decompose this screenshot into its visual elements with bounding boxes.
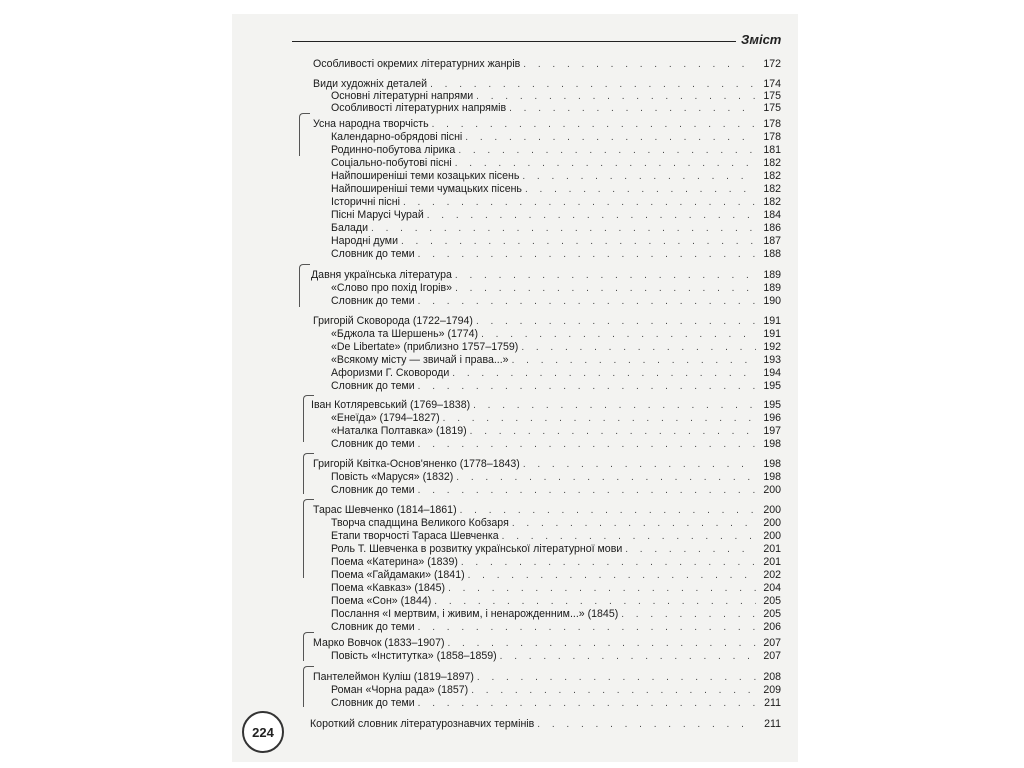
dot-leader [418, 380, 756, 394]
toc-entry-title: Календарно-обрядові пісні [331, 131, 463, 143]
toc-entry-page: 200 [763, 484, 781, 496]
toc-entry [313, 117, 781, 131]
toc-entry-title: Пісні Марусі Чурай [331, 209, 424, 221]
toc-entry-title: Балади [331, 222, 369, 234]
toc-entry [331, 696, 781, 710]
toc-entry-page: 178 [763, 131, 781, 143]
dot-leader [509, 102, 756, 116]
toc-entry-page: 194 [763, 367, 781, 379]
toc-entry [331, 470, 781, 484]
toc-entry-title: Тарас Шевченко (1814–1861) [313, 504, 457, 516]
dot-leader [418, 621, 756, 635]
header-title: Зміст [741, 32, 782, 47]
toc-entry-title: Словник до теми [331, 380, 415, 392]
toc-entry [311, 398, 781, 412]
toc-entry-page: 206 [763, 621, 781, 633]
toc-entry [331, 379, 781, 393]
toc-entry-title: Повість «Маруся» (1832) [331, 471, 454, 483]
toc-entry-title: Афоризми Г. Сковороди [331, 367, 450, 379]
toc-entry-page: 172 [763, 58, 781, 70]
toc-entry-page: 208 [763, 671, 781, 683]
toc-entry [331, 411, 781, 425]
toc-entry-title: Поема «Сон» (1844) [331, 595, 432, 607]
toc-entry-title: «De Libertate» (приблизно 1757–1759) [331, 341, 519, 353]
toc-entry [331, 182, 781, 196]
dot-leader [418, 248, 756, 262]
toc-entry-title: Основні літературні напрями [331, 90, 474, 102]
toc-entry [331, 607, 781, 621]
toc-entry-page: 196 [763, 412, 781, 424]
toc-entry-title: Соціально-побутові пісні [331, 157, 452, 169]
dot-leader [418, 438, 756, 452]
toc-entry-page: 204 [763, 582, 781, 594]
toc-entry-page: 207 [763, 637, 781, 649]
toc-entry-title: Творча спадщина Великого Кобзаря [331, 517, 509, 529]
toc-entry-title: Роль Т. Шевченка в розвитку української літературної мови [331, 543, 623, 555]
dot-leader [500, 650, 756, 664]
toc-entry-title: Словник до теми [331, 438, 415, 450]
toc-entry-title: Словник до теми [331, 295, 415, 307]
toc-entry [331, 581, 781, 595]
toc-entry-page: 189 [763, 282, 781, 294]
toc-entry-title: «Всякому місту — звичай і права...» [331, 354, 509, 366]
toc-entry [331, 437, 781, 451]
toc-entry-page: 202 [763, 569, 781, 581]
toc-entry-title: «Бджола та Шершень» (1774) [331, 328, 479, 340]
section-bracket [299, 113, 310, 156]
toc-entry-title: Словник до теми [331, 484, 415, 496]
toc-entry-page: 195 [763, 380, 781, 392]
toc-entry-title: Особливості окремих літературних жанрів [313, 58, 521, 70]
toc-entry-page: 193 [763, 354, 781, 366]
toc-entry [331, 683, 781, 697]
toc-entry-title: Повість «Інститутка» (1858–1859) [331, 650, 497, 662]
toc-entry-title: Поема «Катерина» (1839) [331, 556, 458, 568]
toc-entry-title: Словник до теми [331, 621, 415, 633]
toc-entry [331, 169, 781, 183]
toc-entry-title: Види художніх деталей [313, 78, 428, 90]
toc-entry-page: 182 [763, 170, 781, 182]
toc-entry-page: 207 [763, 650, 781, 662]
toc-entry [331, 340, 781, 354]
toc-entry-title: Народні думи [331, 235, 398, 247]
toc-entry-title: Іван Котляревський (1769–1838) [311, 399, 471, 411]
toc-entry-title: Марко Вовчок (1833–1907) [313, 637, 445, 649]
toc-entry [331, 568, 781, 582]
toc-entry-title: Етапи творчості Тараса Шевченка [331, 530, 499, 542]
toc-entry-page: 182 [763, 157, 781, 169]
toc-entry-page: 174 [763, 78, 781, 90]
toc-entry [311, 268, 781, 282]
toc-entry-title: Григорій Сковорода (1722–1794) [313, 315, 473, 327]
toc-entry-page: 200 [763, 504, 781, 516]
toc-entry [331, 483, 781, 497]
toc-entry [331, 101, 781, 115]
toc-entry-page: 198 [763, 471, 781, 483]
toc-entry [331, 424, 781, 438]
dot-leader [418, 295, 756, 309]
toc-entry-page: 211 [764, 697, 781, 709]
toc-entry [331, 366, 781, 380]
toc-entry [313, 503, 781, 517]
dot-leader [418, 697, 756, 711]
toc-entry [313, 457, 781, 471]
toc-entry [331, 221, 781, 235]
toc-entry [331, 649, 781, 663]
toc-entry-page: 182 [763, 196, 781, 208]
toc-entry-page: 200 [763, 530, 781, 542]
toc-entry-page: 190 [763, 295, 781, 307]
toc-entry-title: Давня українська література [311, 269, 452, 281]
toc-entry-title: Родинно-побутова лірика [331, 144, 456, 156]
toc-entry [331, 247, 781, 261]
toc-entry-page: 209 [763, 684, 781, 696]
toc-entry [313, 636, 781, 650]
toc-entry-title: Пантелеймон Куліш (1819–1897) [313, 671, 474, 683]
toc-entry-page: 189 [763, 269, 781, 281]
toc-entry-title: Найпоширеніші теми чумацьких пісень [331, 183, 522, 195]
toc-entry-page: 201 [763, 556, 781, 568]
toc-entry-page: 182 [763, 183, 781, 195]
toc-entry-title: Послання «І мертвим, і живим, і ненарожденним...» (1845) [331, 608, 619, 620]
dot-leader [418, 484, 756, 498]
toc-entry-title: «Енеїда» (1794–1827) [331, 412, 440, 424]
toc-entry-page: 181 [763, 144, 781, 156]
section-bracket [299, 264, 310, 307]
dot-leader [537, 718, 756, 732]
toc-entry-page: 184 [763, 209, 781, 221]
toc-entry-title: Найпоширеніші теми козацьких пісень [331, 170, 520, 182]
toc-entry [331, 516, 781, 530]
toc-entry [331, 542, 781, 556]
toc-entry-page: 175 [763, 90, 781, 102]
toc-entry-page: 191 [763, 328, 781, 340]
toc-entry-page: 175 [763, 102, 781, 114]
toc-entry [331, 620, 781, 634]
toc-entry-title: Усна народна творчість [313, 118, 429, 130]
toc-entry [331, 327, 781, 341]
toc-entry [331, 130, 781, 144]
toc-entry-page: 192 [763, 341, 781, 353]
toc-entry [331, 208, 781, 222]
toc-entry [331, 529, 781, 543]
toc-entry-page: 178 [763, 118, 781, 130]
toc-entry-page: 187 [763, 235, 781, 247]
toc-entry [331, 281, 781, 295]
toc-entry [331, 156, 781, 170]
toc-entry-title: Поема «Гайдамаки» (1841) [331, 569, 465, 581]
toc-entry [331, 234, 781, 248]
toc-entry-page: 200 [763, 517, 781, 529]
toc-entry-title: Словник до теми [331, 697, 415, 709]
toc-entry-title: Словник до теми [331, 248, 415, 260]
toc-entry [331, 555, 781, 569]
toc-entry [331, 294, 781, 308]
toc-entry [313, 314, 781, 328]
toc-entry [331, 353, 781, 367]
dot-leader [523, 58, 756, 72]
toc-entry-page: 186 [763, 222, 781, 234]
toc-entry [331, 594, 781, 608]
toc-entry-page: 191 [763, 315, 781, 327]
toc-entry-title: Короткий словник літературознавчих термінів [310, 718, 535, 730]
toc-entry-title: «Слово про похід Ігорів» [331, 282, 453, 294]
toc-entry [310, 717, 781, 731]
toc-entry-page: 198 [763, 458, 781, 470]
toc-entry-page: 205 [763, 608, 781, 620]
toc-entry-title: Історичні пісні [331, 196, 400, 208]
toc-entry-title: Поема «Кавказ» (1845) [331, 582, 446, 594]
toc-entry-page: 195 [763, 399, 781, 411]
toc-entry-page: 188 [763, 248, 781, 260]
toc-entry-page: 198 [763, 438, 781, 450]
toc-entry-title: «Наталка Полтавка» (1819) [331, 425, 467, 437]
toc-entry-page: 201 [763, 543, 781, 555]
toc-entry [331, 195, 781, 209]
toc-entry [313, 670, 781, 684]
toc-entry-page: 197 [763, 425, 781, 437]
toc-entry-page: 211 [764, 718, 781, 730]
toc-entry-title: Особливості літературних напрямів [331, 102, 507, 114]
toc-entry-title: Роман «Чорна рада» (1857) [331, 684, 469, 696]
page-number: 224 [242, 711, 284, 753]
toc-entry-page: 205 [763, 595, 781, 607]
toc-entry-title: Григорій Квітка-Основ'яненко (1778–1843) [313, 458, 520, 470]
toc-entry [313, 57, 781, 71]
toc-entry [331, 143, 781, 157]
